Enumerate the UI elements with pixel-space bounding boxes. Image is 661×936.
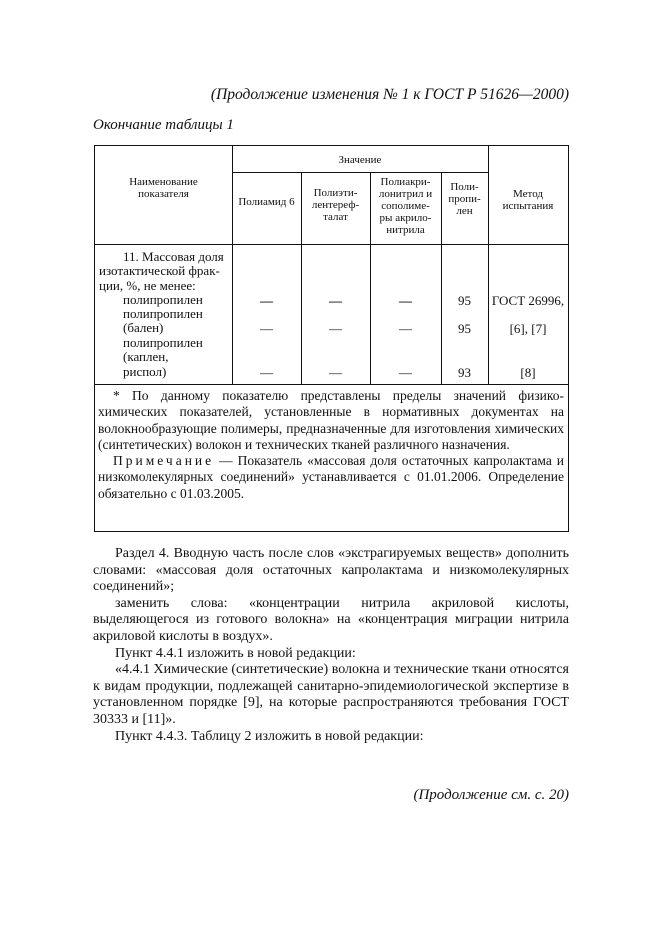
cell-pet: — <box>329 321 342 336</box>
row-name-line: риспол) <box>123 364 167 379</box>
header-name: Наименование показателя <box>129 176 198 200</box>
header-pp: Поли- пропи- лен <box>448 181 481 217</box>
row-name-line: (каплен, <box>123 349 169 364</box>
note-label: Примечание <box>113 453 215 469</box>
header-pan: Полиакри- лонитрил и сополиме- ры акрило- нитрила <box>378 176 433 236</box>
cell-pet: — <box>329 365 342 380</box>
header-value-group: Значение <box>338 154 382 166</box>
note-text: — Показатель «массовая доля остаточных капролактама и низкомолекулярных соединений» устанавливается с 01.01.2006. Определение обязательно с 01.03.2005. <box>98 453 564 501</box>
paragraph: заменить слова: «концентрации нитрила акриловой кислоты, выделяющегося из готового волокна» на «концентрация миграции нитрила акриловой кислоты в воздух». <box>93 595 569 644</box>
row-name-line: ции, %, не менее: <box>99 278 196 293</box>
cell-pan: — <box>399 365 412 380</box>
row-name-line: полипропилен <box>123 292 203 307</box>
row-name-line: полипропилен <box>123 306 203 321</box>
header-pet: Полиэти- лентереф- талат <box>311 187 360 223</box>
cell-pet: — <box>329 293 342 308</box>
paragraph: Раздел 4. Вводную часть после слов «экстрагируемых веществ» дополнить словами: «массовая доля остаточных капролактама и низкомолекулярных соединений»; <box>93 546 569 595</box>
row-name-line: полипропилен <box>123 335 203 350</box>
cell-polyamide: — <box>260 321 273 336</box>
cell-method: [8] <box>520 365 536 380</box>
table-footnote <box>98 388 564 502</box>
row-name-line: изотактической фрак- <box>99 263 220 278</box>
cell-pp: 95 <box>458 293 471 308</box>
cell-pp: 95 <box>458 321 471 336</box>
paragraph: Пункт 4.4.3. Таблицу 2 изложить в новой редакции: <box>115 728 424 744</box>
cell-pan: — <box>399 293 412 308</box>
footnote-text: * По данному показателю представлены пределы значений физико-химических показателей, установленные в нормативных документах на волокнообразующие полимеры, предназначенные для изготовления химических (синтетических) волокон и технических тканей различного назначения. <box>98 388 564 452</box>
cell-polyamide: — <box>260 293 273 308</box>
cell-pp: 93 <box>458 365 471 380</box>
table-caption: Окончание таблицы 1 <box>93 117 234 133</box>
running-head: (Продолжение изменения № 1 к ГОСТ Р 51626—2000) <box>210 86 569 103</box>
cell-method: [6], [7] <box>509 321 547 336</box>
row-name-line: 11. Массовая доля <box>123 249 224 264</box>
note-paragraph <box>98 453 564 502</box>
cell-pan: — <box>399 321 412 336</box>
main-text <box>93 546 569 745</box>
row-name-line: (бален) <box>123 320 164 335</box>
cell-method: ГОСТ 26996, <box>491 293 565 308</box>
header-polyamide: Полиамид 6 <box>238 196 295 208</box>
paragraph: Пункт 4.4.1 изложить в новой редакции: <box>115 645 356 661</box>
header-method: Метод испытания <box>502 188 554 212</box>
cell-polyamide: — <box>260 365 273 380</box>
paragraph: «4.4.1 Химические (синтетические) волокна и технические ткани относятся к видам продукции, подлежащей санитарно-эпидемиологической экспертизе в установленном порядке [9], на которые распространяются требования ГОСТ 30333 и [11]». <box>93 662 569 727</box>
continued-note: (Продолжение см. с. 20) <box>413 787 569 803</box>
